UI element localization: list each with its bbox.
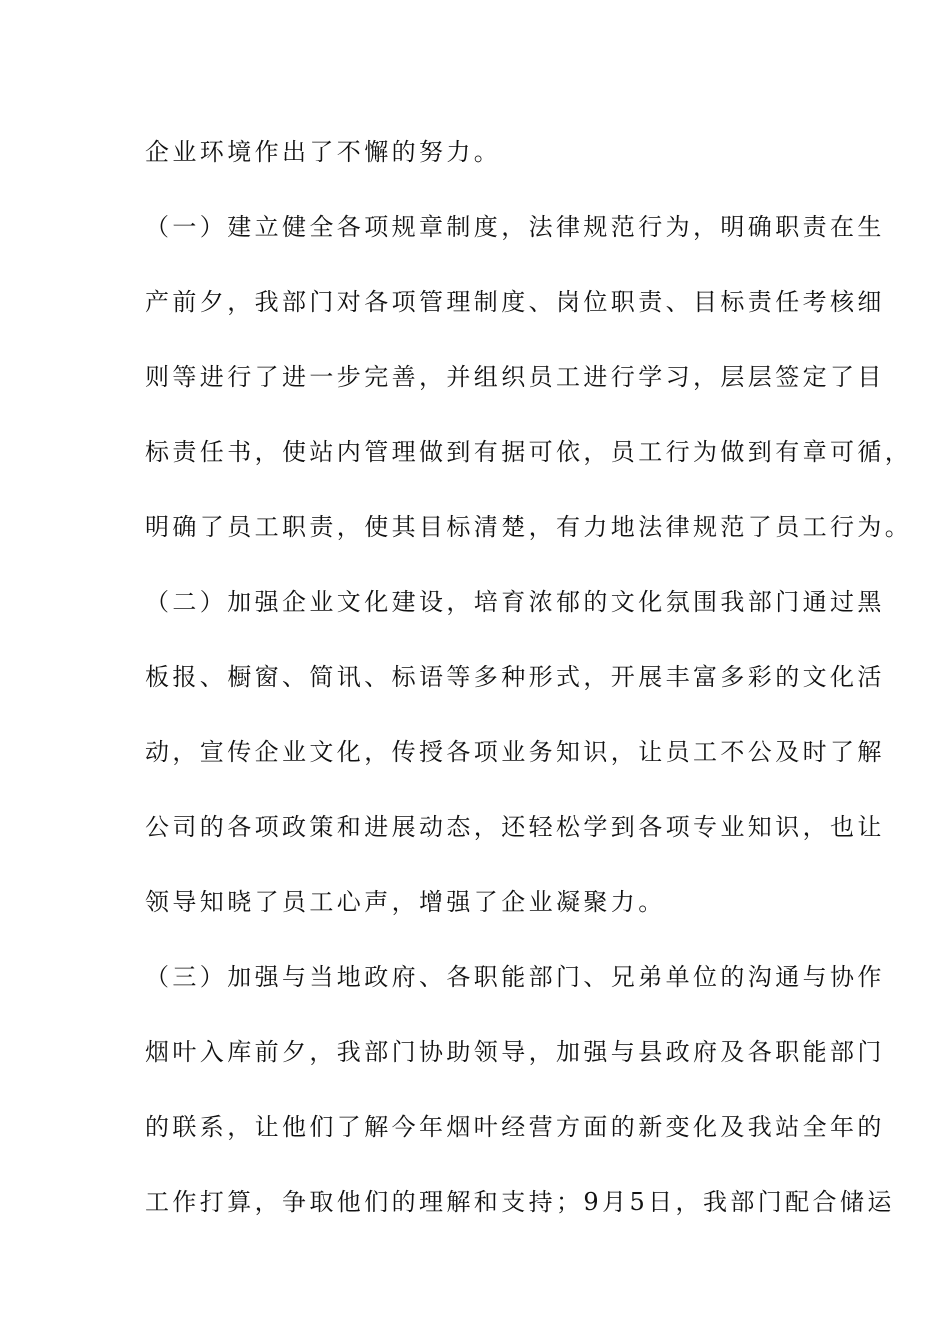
text-line: 则等进行了进一步完善，并组织员工进行学习，层层签定了目 <box>145 363 885 391</box>
section-heading-2: （二）加强企业文化建设，培育浓郁的文化氛围我部门通过黑 <box>145 588 885 616</box>
text-line: 公司的各项政策和进展动态，还轻松学到各项专业知识，也让 <box>145 813 885 841</box>
text-line: 标责任书，使站内管理做到有据可依，员工行为做到有章可循， <box>145 438 913 466</box>
text-line: 领导知晓了员工心声，增强了企业凝聚力。 <box>145 888 666 916</box>
section-heading-3: （三）加强与当地政府、各职能部门、兄弟单位的沟通与协作 <box>145 963 885 991</box>
text-line: 工作打算，争取他们的理解和支持；9月5日，我部门配合储运 <box>145 1188 895 1216</box>
text-line: 的联系，让他们了解今年烟叶经营方面的新变化及我站全年的 <box>145 1113 885 1141</box>
text-line: 产前夕，我部门对各项管理制度、岗位职责、目标责任考核细 <box>145 288 885 316</box>
text-line: 动，宣传企业文化，传授各项业务知识，让员工不公及时了解 <box>145 738 885 766</box>
text-line: 烟叶入库前夕，我部门协助领导，加强与县政府及各职能部门 <box>145 1038 885 1066</box>
text-line: 板报、橱窗、简讯、标语等多种形式，开展丰富多彩的文化活 <box>145 663 885 691</box>
text-line: 明确了员工职责，使其目标清楚，有力地法律规范了员工行为。 <box>145 513 913 541</box>
section-heading-1: （一）建立健全各项规章制度，法律规范行为，明确职责在生 <box>145 213 885 241</box>
text-line: 企业环境作出了不懈的努力。 <box>145 138 502 166</box>
